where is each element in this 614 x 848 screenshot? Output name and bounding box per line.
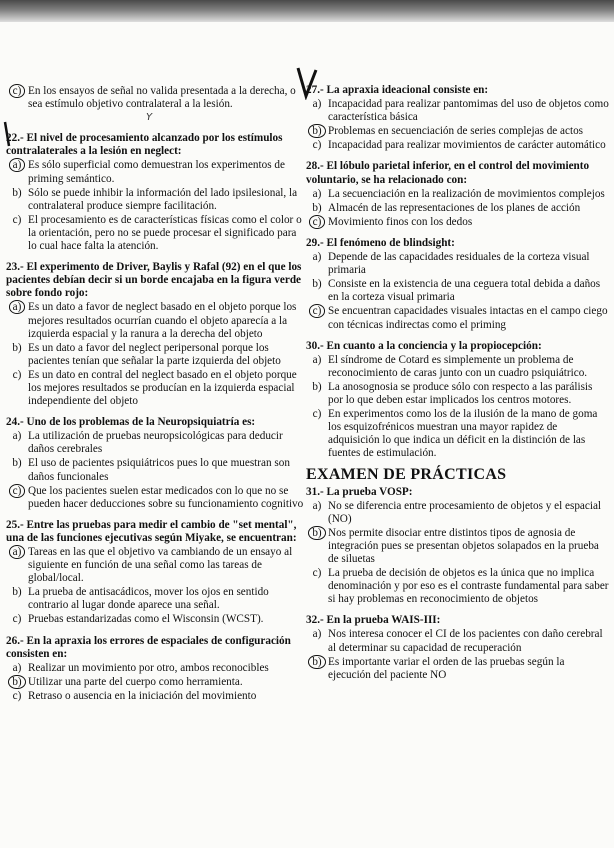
option-letter: a) — [9, 300, 26, 314]
option-letter: a) — [12, 430, 22, 443]
option-letter: b) — [308, 124, 325, 138]
left-column — [6, 84, 304, 711]
option-text: El procesamiento es de características físicas como el color o la orientación, pero no se puede procesar el significado para lo cual hace falta la atención. — [28, 213, 302, 253]
question-q23 — [6, 261, 304, 408]
option-text: Depende de las capacidades residuales de la corteza visual primaria — [328, 251, 590, 277]
answer-option — [306, 98, 610, 124]
answer-option — [306, 216, 610, 229]
option-text: Es sólo superficial como demuestran los experimentos de priming semántico. — [28, 159, 285, 185]
option-letter: a) — [312, 628, 322, 641]
answer-option — [306, 527, 610, 566]
option-text: El uso de pacientes psiquiátricos pues lo que muestran son daños funcionales — [28, 457, 290, 483]
option-text: Utilizar una parte del cuerpo como herramienta. — [28, 675, 243, 688]
question-q24 — [6, 416, 304, 511]
question-q26 — [6, 635, 304, 703]
option-letter: c) — [9, 84, 26, 98]
option-text: Es un dato en contral del neglect basado en el objeto porque los mejores resultados se producían en la izquierda espacial independiente del objeto — [28, 368, 297, 408]
option-letter: a) — [9, 158, 26, 172]
option-letter: c) — [9, 484, 26, 498]
option-text: Incapacidad para realizar movimientos de carácter automático — [328, 139, 606, 152]
right-column — [306, 84, 610, 690]
option-text: La utilización de pruebas neuropsicológicas para deducir daños cerebrales — [28, 430, 283, 456]
question-title: 24.- Uno de los problemas de la Neuropsiquiatría es: — [6, 416, 256, 429]
option-letter: a) — [312, 353, 322, 366]
option-letter: c) — [312, 567, 322, 580]
option-text: Es un dato a favor de neglect basado en el objeto porque los mejores resultados ocurrían cuando el objeto aparecía a la izquierda espacial y la ranura a la derecha del objeto — [28, 301, 297, 340]
option-letter: c) — [309, 304, 326, 318]
answer-option — [306, 139, 610, 152]
question-q32 — [306, 614, 610, 681]
answer-option — [306, 500, 610, 526]
option-text: La prueba de decisión de objetos es la única que no implica denominación y por eso es el contraste fundamental para saber si hay problemas en reconocimiento de objetos — [328, 567, 609, 606]
option-letter: b) — [12, 457, 22, 470]
question-q28 — [306, 160, 610, 228]
answer-option — [6, 690, 304, 703]
answer-option — [306, 125, 610, 138]
option-text: El síndrome de Cotard es simplemente un problema de reconocimiento de caras junto con un cuadro psiquiátrico. — [328, 353, 588, 379]
option-text: Nos permite disociar entre distintos tipos de agnosia de integración pues se presentan objetos solapados en la prueba de siluetas — [328, 526, 599, 565]
answer-option — [6, 369, 304, 408]
option-letter: a) — [312, 98, 322, 111]
answer-option — [306, 628, 610, 654]
option-text: Incapacidad para realizar pantomimas del uso de objetos como característica básica — [328, 98, 609, 124]
option-text: Almacén de las representaciones de los planes de acción — [328, 201, 581, 214]
option-text: No se diferencia entre procesamiento de objetos y el espacial (NO) — [328, 499, 602, 525]
option-text: Realizar un movimiento por otro, ambos reconocibles — [28, 661, 269, 674]
checkmark-icon — [2, 120, 16, 150]
question-title: 22.- El nivel de procesamiento alcanzado por los estímulos contralaterales a la lesión en neglect: — [6, 132, 283, 158]
answer-option — [6, 586, 304, 612]
option-letter: c) — [312, 139, 322, 152]
option-letter: c) — [12, 368, 22, 381]
option-text: Nos interesa conocer el CI de los pacientes con daño cerebral al determinar su capacidad de recuperación — [328, 628, 603, 654]
option-letter: b) — [8, 675, 25, 689]
option-letter: b) — [312, 380, 322, 393]
option-letter: a) — [312, 251, 322, 264]
handwritten-note: Y — [146, 112, 153, 124]
option-letter: c) — [12, 689, 22, 702]
question-title: 31.- La prueba VOSP: — [306, 485, 413, 498]
question-q21-tail — [6, 85, 304, 124]
question-q25 — [6, 519, 304, 627]
checkmark-icon — [296, 66, 318, 100]
answer-option — [6, 662, 304, 675]
question-q30 — [306, 340, 610, 461]
option-text: La prueba de antisacádicos, mover los ojos en sentido contrario al lugar donde aparece una señal. — [28, 586, 269, 612]
answer-option — [306, 278, 610, 304]
option-letter: a) — [312, 499, 322, 512]
answer-option — [6, 342, 304, 368]
option-letter: a) — [312, 187, 322, 200]
option-text: La anosognosia se produce sólo con respecto a las parálisis por lo que deben estar implicados los centros motores. — [328, 380, 593, 406]
scan-top-band — [0, 0, 614, 22]
section-heading: EXAMEN DE PRÁCTICAS — [306, 466, 507, 484]
question-title: 23.- El experimento de Driver, Baylis y Rafal (92) en el que los pacientes debían decir si un borde encajaba en la figura verde sobre fondo rojo: — [6, 261, 302, 300]
answer-option — [306, 305, 610, 331]
answer-option — [306, 408, 610, 460]
option-text: Es un dato a favor del neglect peripersonal porque los pacientes tenían que señalar la parte izquierda del objeto — [28, 341, 281, 367]
option-letter: b) — [312, 201, 322, 214]
option-text: Consiste en la existencia de una ceguera total debida a daños en la corteza visual primaria — [328, 278, 601, 304]
option-text: Retraso o ausencia en la iniciación del movimiento — [28, 689, 257, 702]
question-title: 29.- El fenómeno de blindsight: — [306, 236, 455, 249]
answer-option — [6, 546, 304, 585]
option-text: En los ensayos de señal no valida presentada a la derecha, o sea estímulo objetivo contralateral a la lesión. — [28, 85, 296, 111]
question-title: 32.- En la prueba WAIS-III: — [306, 614, 441, 627]
question-title: 28.- El lóbulo parietal inferior, en el control del movimiento voluntario, se ha relacionado con: — [306, 160, 590, 186]
option-text: Pruebas estandarizadas como el Wisconsin (WCST). — [28, 613, 264, 626]
answer-option — [6, 85, 304, 111]
question-q22 — [6, 132, 304, 253]
answer-option — [306, 381, 610, 407]
option-letter: a) — [9, 545, 26, 559]
option-text: La secuenciación en la realización de movimientos complejos — [328, 187, 605, 200]
option-letter: c) — [312, 408, 322, 421]
question-title: 27.- La apraxia ideacional consiste en: — [306, 84, 489, 96]
answer-option — [306, 202, 610, 215]
answer-option — [6, 457, 304, 483]
answer-option — [6, 676, 304, 689]
answer-option — [306, 251, 610, 277]
answer-option — [6, 485, 304, 511]
option-letter: b) — [312, 278, 322, 291]
question-title: 30.- En cuanto a la conciencia y la propiocepción: — [306, 339, 542, 352]
option-letter: a) — [12, 661, 22, 674]
answer-option — [306, 354, 610, 380]
answer-option — [6, 159, 304, 185]
answer-option — [306, 188, 610, 201]
option-letter: b) — [12, 341, 22, 354]
answer-option — [6, 430, 304, 456]
question-q31 — [306, 486, 610, 607]
option-letter: b) — [12, 586, 22, 599]
option-text: Se encuentran capacidades visuales intactas en el campo ciego con técnicas indirectas como el priming — [328, 305, 608, 331]
question-title: 25.- Entre las pruebas para medir el cambio de "set mental", una de las funciones ejecutivas según Miyake, se encuentran: — [6, 518, 297, 544]
question-q27 — [306, 84, 610, 152]
option-letter: b) — [308, 655, 325, 669]
answer-option — [306, 656, 610, 682]
option-text: Tareas en las que el objetivo va cambiando de un ensayo al siguiente en función de una señal como las tareas de global/local. — [28, 546, 293, 585]
option-letter: b) — [12, 186, 22, 199]
answer-option — [6, 214, 304, 253]
option-text: Es importante variar el orden de las pruebas según la ejecución del paciente NO — [328, 655, 565, 681]
option-text: Que los pacientes suelen estar medicados con lo que no se pueden hacer deducciones sobre su funcionamiento cognitivo — [28, 484, 304, 510]
option-letter: c) — [309, 215, 326, 229]
answer-option — [6, 301, 304, 340]
option-text: Sólo se puede inhibir la información del lado ipsilesional, la contralateral produce siempre facilitación. — [28, 186, 298, 212]
question-q29 — [306, 237, 610, 332]
question-title: 26.- En la apraxia los errores de espaciales de configuración consisten en: — [6, 634, 291, 660]
answer-option — [6, 187, 304, 213]
answer-option — [6, 613, 304, 626]
option-letter: b) — [308, 526, 325, 540]
option-letter: c) — [12, 213, 22, 226]
option-text: Movimiento finos con los dedos — [328, 215, 473, 228]
option-text: Problemas en secuenciación de series complejas de actos — [328, 125, 584, 138]
option-letter: c) — [12, 613, 22, 626]
answer-option — [306, 567, 610, 606]
option-text: En experimentos como los de la ilusión de la mano de goma los esquizofrénicos muestran una mayor rapidez de adquisición lo que indica un déficit en la distinción de las fuentes de estimulación. — [328, 408, 598, 460]
